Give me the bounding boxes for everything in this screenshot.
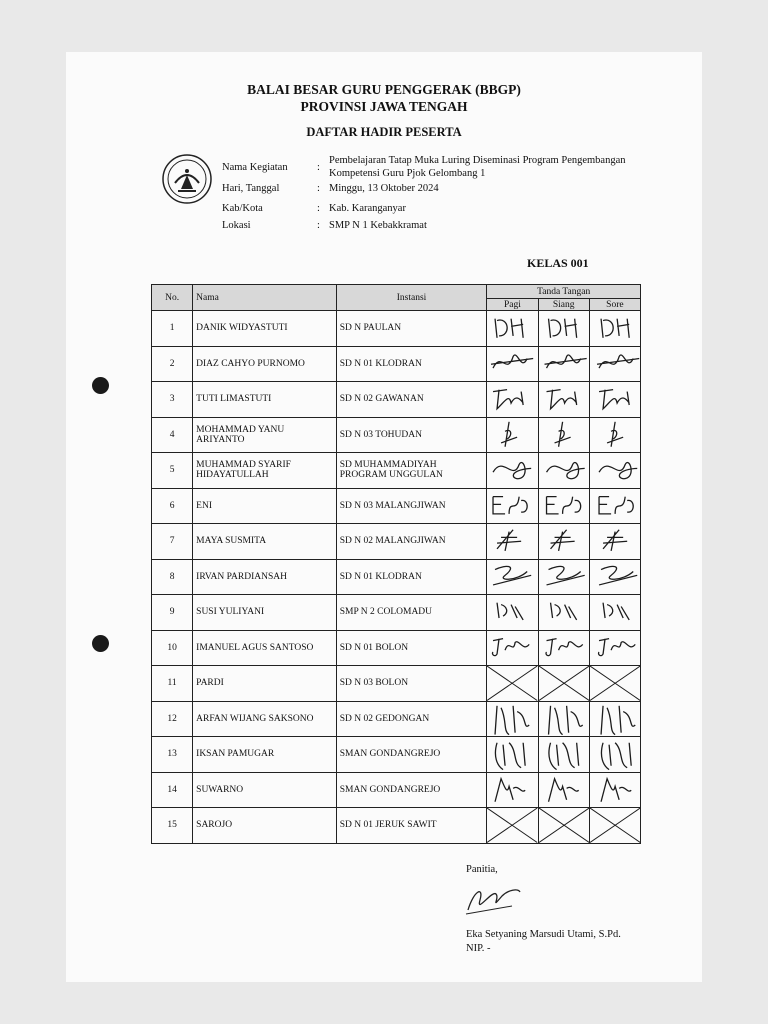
row-number: 14 [152, 772, 193, 808]
signature-cell-siang [538, 311, 589, 347]
signature-cell-siang [538, 595, 589, 631]
committee-signature-icon [462, 880, 524, 920]
signature-icon [539, 595, 589, 630]
signature-cell-sore [589, 559, 640, 595]
signature-cell-sore [589, 488, 640, 524]
table-row [152, 559, 641, 595]
header-instansi: Instansi [336, 285, 487, 311]
signature-cell-siang [538, 701, 589, 737]
table-row [152, 701, 641, 737]
crossed-out-cell-sore [589, 666, 640, 702]
participant-name: SAROJO [193, 808, 337, 844]
signature-cell-sore [589, 453, 640, 489]
signature-cell-sore [589, 737, 640, 773]
participant-institution: SD N 01 KLODRAN [336, 346, 487, 382]
info-value-kegiatan: Pembelajaran Tatap Muka Luring Diseminasi Program Pengembangan [329, 155, 626, 166]
table-row [152, 772, 641, 808]
signature-icon [590, 382, 640, 417]
signature-cell-siang [538, 737, 589, 773]
table-row [152, 417, 641, 453]
cross-out-icon [539, 666, 589, 701]
signature-cell-sore [589, 630, 640, 666]
signature-cell-pagi [487, 417, 538, 453]
signature-cell-pagi [487, 453, 538, 489]
signature-cell-sore [589, 311, 640, 347]
table-row [152, 524, 641, 560]
signature-icon [487, 382, 537, 417]
table-row [152, 382, 641, 418]
participant-name: PARDI [193, 666, 337, 702]
signature-icon [539, 382, 589, 417]
row-number: 5 [152, 453, 193, 489]
signature-icon [539, 737, 589, 772]
info-label-kegiatan: Nama Kegiatan [222, 162, 288, 173]
attendance-table [151, 284, 641, 844]
signature-icon [487, 347, 537, 382]
participant-name: IRVAN PARDIANSAH [193, 559, 337, 595]
row-number: 2 [152, 346, 193, 382]
participant-name: ARFAN WIJANG SAKSONO [193, 701, 337, 737]
header-no: No. [152, 285, 193, 311]
signature-cell-sore [589, 346, 640, 382]
signature-cell-siang [538, 346, 589, 382]
signature-icon [590, 453, 640, 488]
signature-icon [590, 595, 640, 630]
signature-icon [487, 773, 537, 808]
signature-cell-pagi [487, 772, 538, 808]
signature-cell-siang [538, 453, 589, 489]
info-value-kota: Kab. Karanganyar [329, 203, 406, 214]
row-number: 13 [152, 737, 193, 773]
crossed-out-cell-pagi [487, 666, 538, 702]
signature-icon [539, 311, 589, 346]
info-colon: : [317, 220, 320, 231]
row-number: 15 [152, 808, 193, 844]
participant-institution: SD N 01 KLODRAN [336, 559, 487, 595]
info-value-kegiatan-cont: Kompetensi Guru Pjok Gelombang 1 [329, 168, 486, 179]
signature-icon [539, 524, 589, 559]
signature-icon [487, 418, 537, 453]
signature-cell-pagi [487, 630, 538, 666]
cross-out-icon [487, 808, 537, 843]
signature-cell-sore [589, 524, 640, 560]
punch-hole [92, 635, 109, 652]
info-colon: : [317, 183, 320, 194]
signature-icon [590, 702, 640, 737]
participant-institution: SMP N 2 COLOMADU [336, 595, 487, 631]
header-line1: BALAI BESAR GURU PENGGERAK (BBGP) [247, 82, 521, 97]
signature-icon [590, 773, 640, 808]
row-number: 10 [152, 630, 193, 666]
signature-cell-pagi [487, 595, 538, 631]
table-row [152, 311, 641, 347]
participant-name: MAYA SUSMITA [193, 524, 337, 560]
committee-label: Panitia, [466, 864, 498, 875]
signature-cell-pagi [487, 382, 538, 418]
cross-out-icon [590, 666, 640, 701]
row-number: 3 [152, 382, 193, 418]
signature-cell-pagi [487, 311, 538, 347]
signature-icon [590, 489, 640, 524]
signature-cell-sore [589, 417, 640, 453]
table-row [152, 808, 641, 844]
signature-icon [539, 560, 589, 595]
participant-institution: SD N PAULAN [336, 311, 487, 347]
crossed-out-cell-siang [538, 666, 589, 702]
signer-name: Eka Setyaning Marsudi Utami, S.Pd. [466, 929, 621, 940]
signature-icon [487, 311, 537, 346]
signature-cell-pagi [487, 488, 538, 524]
signature-icon [539, 418, 589, 453]
signature-icon [590, 347, 640, 382]
table-row [152, 453, 641, 489]
info-colon: : [317, 162, 320, 173]
signature-icon [539, 347, 589, 382]
row-number: 7 [152, 524, 193, 560]
table-row [152, 488, 641, 524]
info-colon: : [317, 203, 320, 214]
signature-cell-sore [589, 382, 640, 418]
signature-cell-siang [538, 772, 589, 808]
signature-cell-pagi [487, 559, 538, 595]
header-tanda-tangan: Tanda Tangan [487, 285, 641, 299]
participant-name: DIAZ CAHYO PURNOMO [193, 346, 337, 382]
signature-cell-pagi [487, 737, 538, 773]
participant-institution: SD N 02 MALANGJIWAN [336, 524, 487, 560]
crossed-out-cell-siang [538, 808, 589, 844]
signature-icon [539, 631, 589, 666]
info-label-lokasi: Lokasi [222, 220, 251, 231]
punch-hole [92, 377, 109, 394]
signature-cell-siang [538, 559, 589, 595]
signature-cell-siang [538, 382, 589, 418]
participant-institution: SD N 03 TOHUDAN [336, 417, 487, 453]
table-row [152, 595, 641, 631]
header-nama: Nama [193, 285, 337, 311]
signature-icon [487, 595, 537, 630]
row-number: 6 [152, 488, 193, 524]
signature-icon [590, 560, 640, 595]
participant-institution: SD N 02 GEDONGAN [336, 701, 487, 737]
signature-icon [590, 311, 640, 346]
table-row [152, 346, 641, 382]
signature-icon [590, 524, 640, 559]
signature-icon [487, 453, 537, 488]
signature-icon [590, 737, 640, 772]
signature-icon [487, 489, 537, 524]
signature-icon [590, 418, 640, 453]
ministry-logo-icon [161, 153, 213, 205]
signer-nip: NIP. - [466, 943, 491, 954]
signature-icon [487, 631, 537, 666]
participant-name: IMANUEL AGUS SANTOSO [193, 630, 337, 666]
participant-institution: SD N 03 BOLON [336, 666, 487, 702]
signature-icon [487, 737, 537, 772]
table-row [152, 630, 641, 666]
participant-name: MOHAMMAD YANU ARIYANTO [193, 417, 337, 453]
participant-institution: SD N 03 MALANGJIWAN [336, 488, 487, 524]
signature-cell-siang [538, 488, 589, 524]
signature-cell-sore [589, 595, 640, 631]
info-label-kota: Kab/Kota [222, 203, 263, 214]
signature-cell-siang [538, 630, 589, 666]
header-line2: PROVINSI JAWA TENGAH [300, 99, 468, 114]
row-number: 1 [152, 311, 193, 347]
row-number: 8 [152, 559, 193, 595]
class-label: KELAS 001 [527, 256, 589, 270]
header-siang: Siang [538, 299, 589, 311]
cross-out-icon [487, 666, 537, 701]
row-number: 12 [152, 701, 193, 737]
signature-cell-sore [589, 772, 640, 808]
row-number: 9 [152, 595, 193, 631]
participant-name: SUWARNO [193, 772, 337, 808]
signature-cell-pagi [487, 524, 538, 560]
participant-name: ENI [193, 488, 337, 524]
participant-name: DANIK WIDYASTUTI [193, 311, 337, 347]
signature-cell-sore [589, 701, 640, 737]
participant-institution: SMAN GONDANGREJO [336, 772, 487, 808]
signature-icon [539, 773, 589, 808]
crossed-out-cell-sore [589, 808, 640, 844]
participant-institution: SD N 01 JERUK SAWIT [336, 808, 487, 844]
table-row [152, 737, 641, 773]
crossed-out-cell-pagi [487, 808, 538, 844]
signature-icon [487, 524, 537, 559]
header-pagi: Pagi [487, 299, 538, 311]
signature-cell-pagi [487, 701, 538, 737]
signature-cell-pagi [487, 346, 538, 382]
cross-out-icon [590, 808, 640, 843]
signature-cell-siang [538, 417, 589, 453]
header-sore: Sore [589, 299, 640, 311]
participant-institution: SD N 02 GAWANAN [336, 382, 487, 418]
participant-name: TUTI LIMASTUTI [193, 382, 337, 418]
participant-institution: SD MUHAMMADIYAH PROGRAM UNGGULAN [336, 453, 487, 489]
info-value-lokasi: SMP N 1 Kebakkramat [329, 220, 427, 231]
row-number: 4 [152, 417, 193, 453]
signature-icon [539, 489, 589, 524]
cross-out-icon [539, 808, 589, 843]
signature-icon [539, 702, 589, 737]
signature-icon [539, 453, 589, 488]
participant-name: IKSAN PAMUGAR [193, 737, 337, 773]
participant-institution: SMAN GONDANGREJO [336, 737, 487, 773]
row-number: 11 [152, 666, 193, 702]
signature-icon [487, 560, 537, 595]
participant-institution: SD N 01 BOLON [336, 630, 487, 666]
info-value-tanggal: Minggu, 13 Oktober 2024 [329, 183, 439, 194]
signature-icon [590, 631, 640, 666]
document-title: DAFTAR HADIR PESERTA [306, 125, 462, 139]
signature-cell-siang [538, 524, 589, 560]
participant-name: SUSI YULIYANI [193, 595, 337, 631]
table-row [152, 666, 641, 702]
signature-icon [487, 702, 537, 737]
participant-name: MUHAMMAD SYARIF HIDAYATULLAH [193, 453, 337, 489]
info-label-tanggal: Hari, Tanggal [222, 183, 280, 194]
